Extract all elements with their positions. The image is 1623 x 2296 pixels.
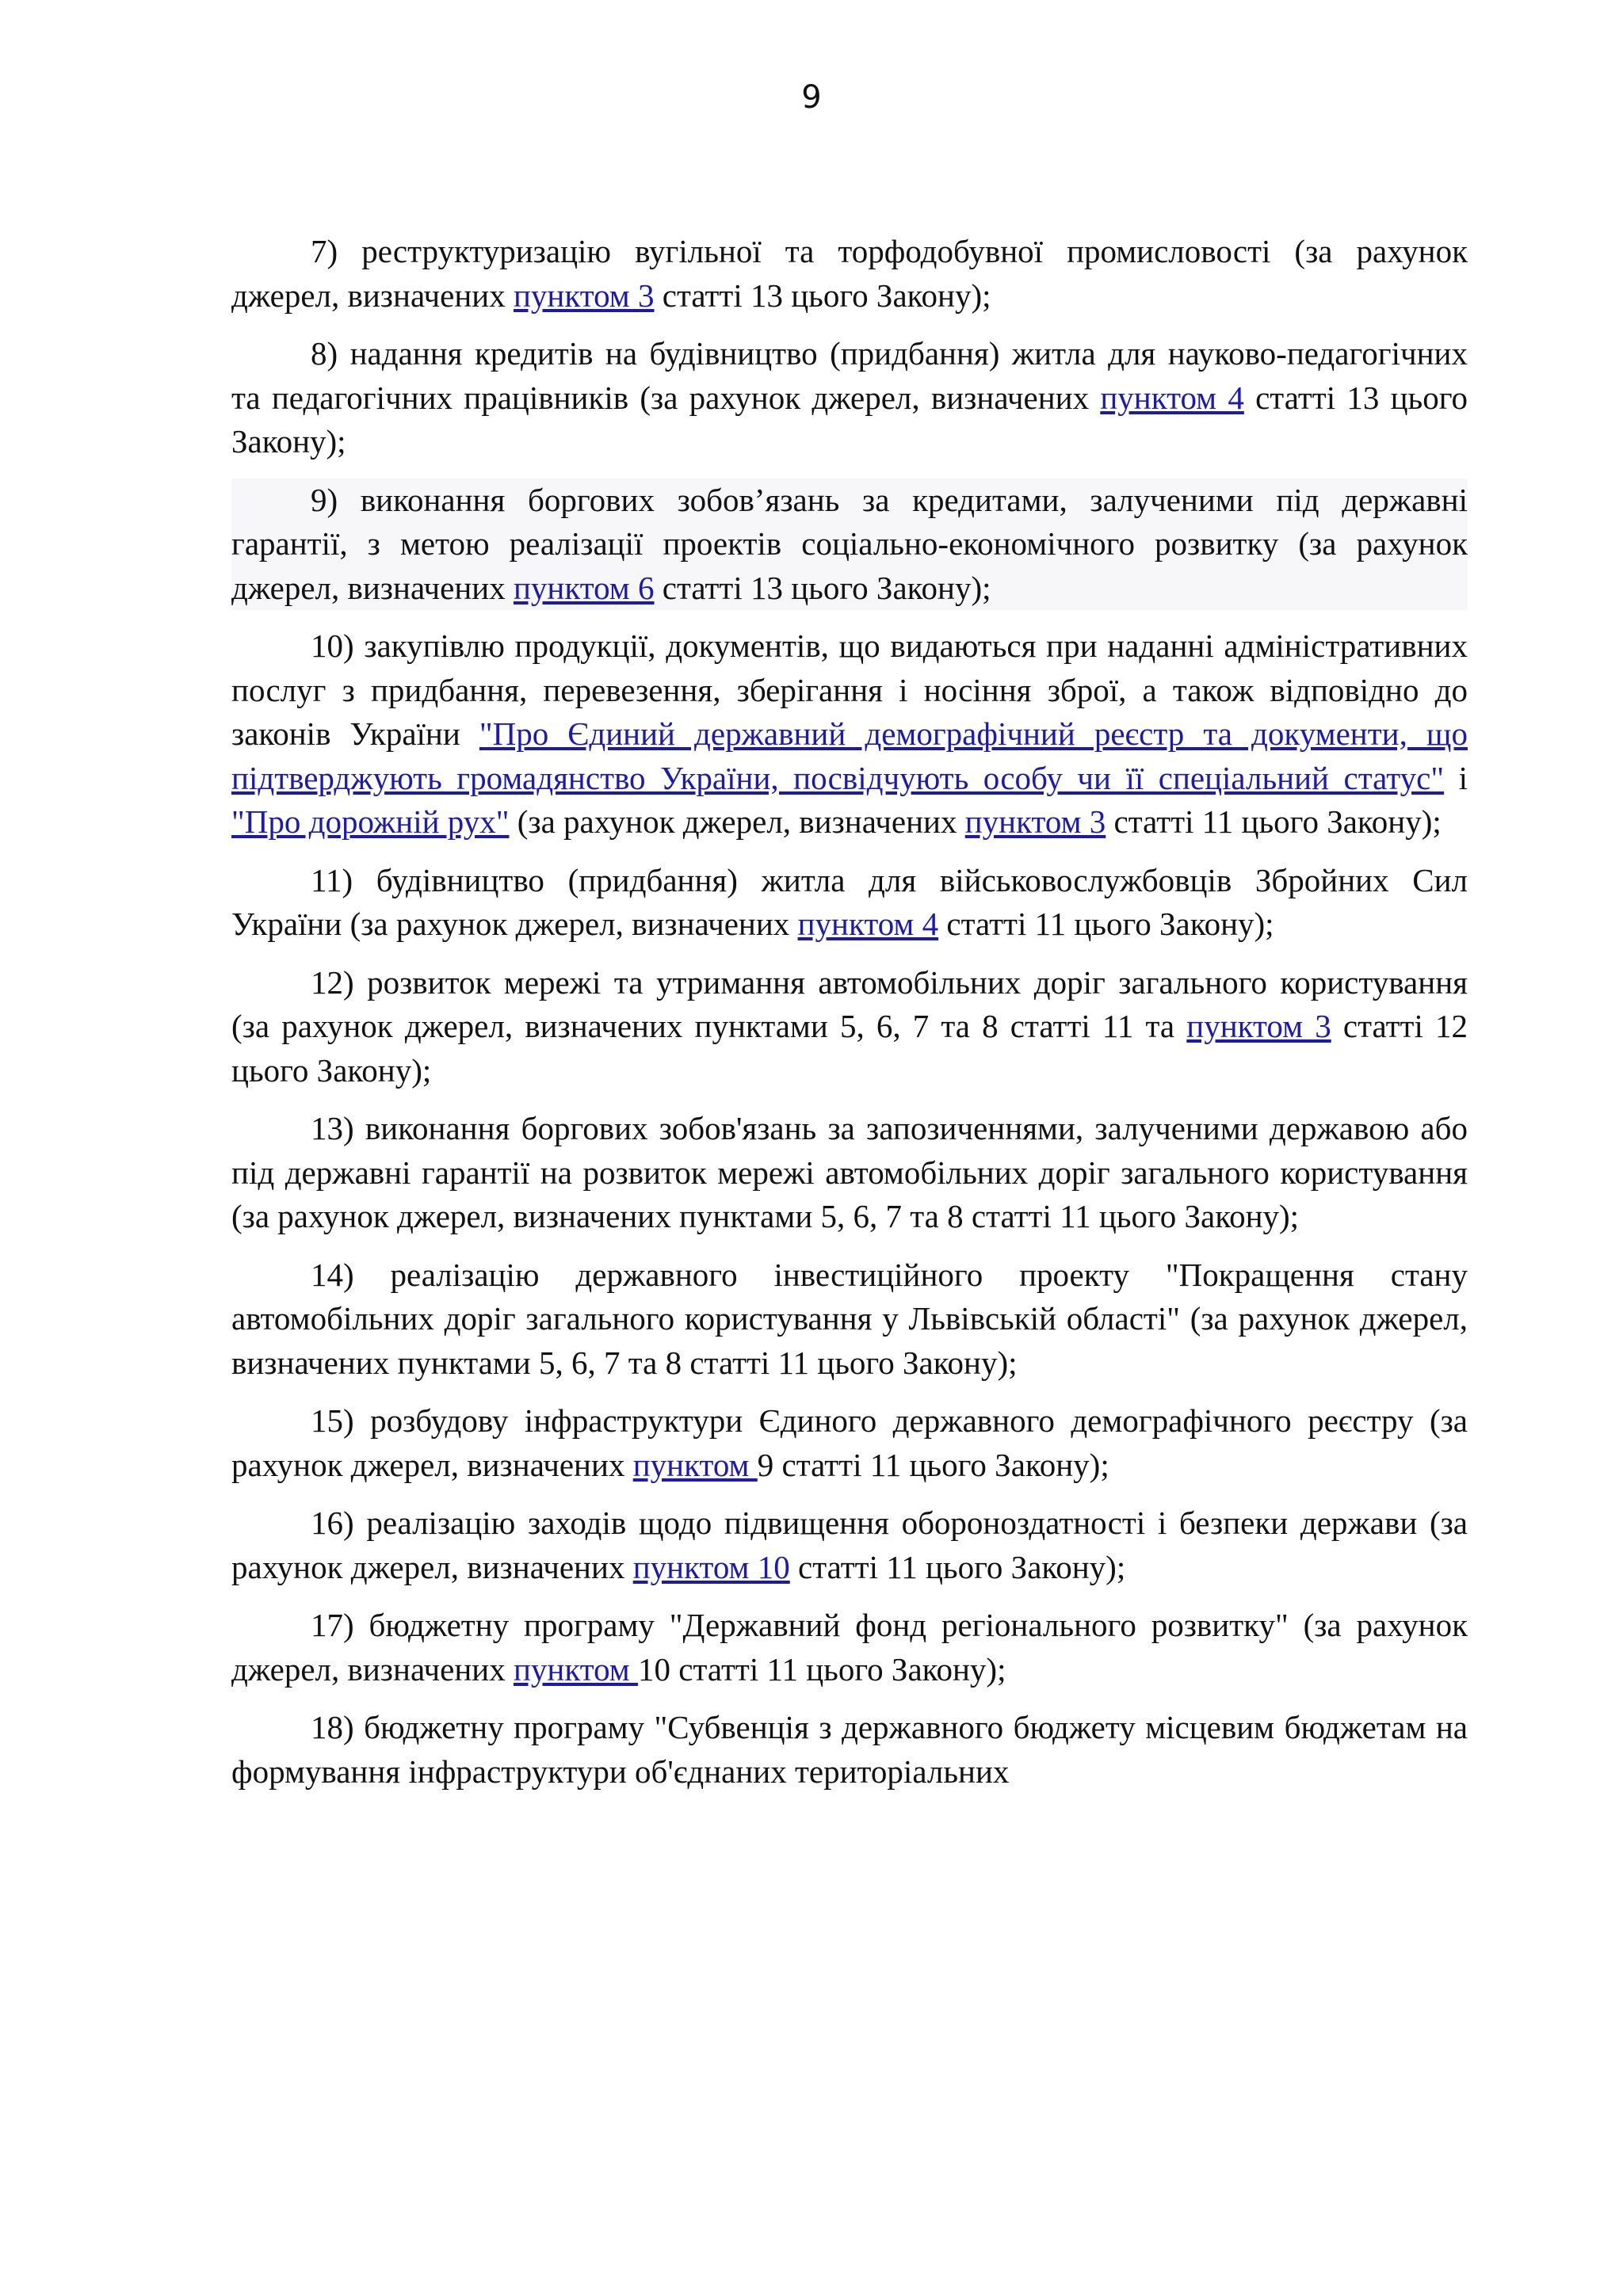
paragraph-text: 11) будівництво (придбання) житла для військовослужбовців Збройних Сил України (за рахунок джерел, визначених: [231, 861, 1468, 942]
paragraph-text: 12) розвиток мережі та утримання автомобільних доріг загального користування (за рахунок джерел, визначених пунктами 5, 6, 7 та 8 статті 11 та: [231, 963, 1468, 1044]
page-number: 9: [801, 79, 822, 116]
paragraph-item-10: [231, 624, 1468, 845]
paragraph-item-18: [231, 1706, 1468, 1794]
paragraph-text: 10) закупівлю продукції, документів, що видаються при наданні адміністративних послуг з придбання, перевезення, зберігання і носіння зброї, а також відповідно до законів України: [231, 627, 1468, 752]
law-reference-link[interactable]: пунктом 10: [632, 1548, 790, 1585]
paragraph-text: статті 13 цього Закону);: [231, 379, 1468, 460]
law-reference-link[interactable]: "Про дорожній рух": [231, 803, 510, 840]
law-reference-link[interactable]: пунктом 3: [1186, 1008, 1331, 1044]
paragraph-text: статті 11 цього Закону);: [1106, 803, 1442, 840]
paragraph-text: 15) розбудову інфраструктури Єдиного державного демографічного реєстру (за рахунок джерел, визначених: [231, 1402, 1468, 1483]
paragraph-text: (за рахунок джерел, визначених: [509, 803, 965, 840]
paragraph-text: і: [1444, 759, 1468, 796]
paragraph-text: 8) надання кредитів на будівництво (придбання) житла для науково-педагогічних та педагогічних працівників (за рахунок джерел, визначених: [231, 335, 1468, 416]
paragraph-item-14: [231, 1253, 1468, 1386]
law-reference-link[interactable]: пунктом 3: [513, 277, 655, 314]
paragraph-text: 14) реалізацію державного інвестиційного проекту "Покращення стану автомобільних доріг загального користування у Львівській області" (за рахунок джерел, визначених пунктами 5, 6, 7 та 8 статті 11 цього Закону);: [231, 1256, 1468, 1381]
document-body: [231, 230, 1468, 1808]
paragraph-item-13: [231, 1107, 1468, 1239]
paragraph-text: 18) бюджетну програму "Субвенція з державного бюджету місцевим бюджетам на формування інфраструктури об'єднаних територіальних: [231, 1709, 1468, 1790]
paragraph-text: 17) бюджетну програму "Державний фонд регіонального розвитку" (за рахунок джерел, визначених: [231, 1607, 1468, 1688]
paragraph-text: статті 11 цього Закону);: [789, 1548, 1126, 1585]
paragraph-text: 9) виконання боргових зобов’язань за кредитами, залученими під державні гарантії, з метою реалізації проектів соціально-економічного розвитку (за рахунок джерел, визначених: [231, 481, 1468, 606]
paragraph-text: 9 статті 11 цього Закону);: [757, 1446, 1109, 1483]
paragraph-item-16: [231, 1501, 1468, 1589]
paragraph-item-15: [231, 1399, 1468, 1487]
law-reference-link[interactable]: пунктом 4: [797, 906, 939, 942]
paragraph-item-9: [231, 479, 1468, 611]
law-reference-link[interactable]: "Про Єдиний державний демографічний реєстр та документи, що підтверджують громадянство України, посвідчують особу чи її спеціальний статус": [231, 715, 1468, 796]
law-reference-link[interactable]: пунктом 4: [1100, 379, 1244, 416]
paragraph-item-11: [231, 859, 1468, 947]
law-reference-link[interactable]: пунктом: [632, 1446, 758, 1483]
paragraph-text: статті 13 цього Закону);: [654, 569, 991, 606]
paragraph-item-17: [231, 1604, 1468, 1691]
paragraph-text: 16) реалізацію заходів щодо підвищення обороноздатності і безпеки держави (за рахунок джерел, визначених: [231, 1505, 1468, 1585]
paragraph-text: 10 статті 11 цього Закону);: [638, 1650, 1006, 1688]
paragraph-text: 13) виконання боргових зобов'язань за запозиченнями, залученими державою або під державні гарантії на розвиток мережі автомобільних доріг загального користування (за рахунок джерел, визначених пунктами 5, 6, 7 та 8 статті 11 цього Закону);: [231, 1110, 1468, 1234]
law-reference-link[interactable]: пунктом 3: [964, 803, 1106, 840]
law-reference-link[interactable]: пунктом 6: [513, 569, 655, 606]
paragraph-item-7: [231, 230, 1468, 318]
paragraph-text: статті 13 цього Закону);: [654, 277, 991, 314]
paragraph-text: 7) реструктуризацію вугільної та торфодобувної промисловості (за рахунок джерел, визначених: [231, 233, 1468, 314]
paragraph-text: статті 11 цього Закону);: [938, 906, 1274, 942]
paragraph-item-8: [231, 332, 1468, 464]
law-reference-link[interactable]: пунктом: [513, 1650, 639, 1688]
paragraph-item-12: [231, 961, 1468, 1093]
paragraph-text: статті 12 цього Закону);: [231, 1008, 1468, 1089]
